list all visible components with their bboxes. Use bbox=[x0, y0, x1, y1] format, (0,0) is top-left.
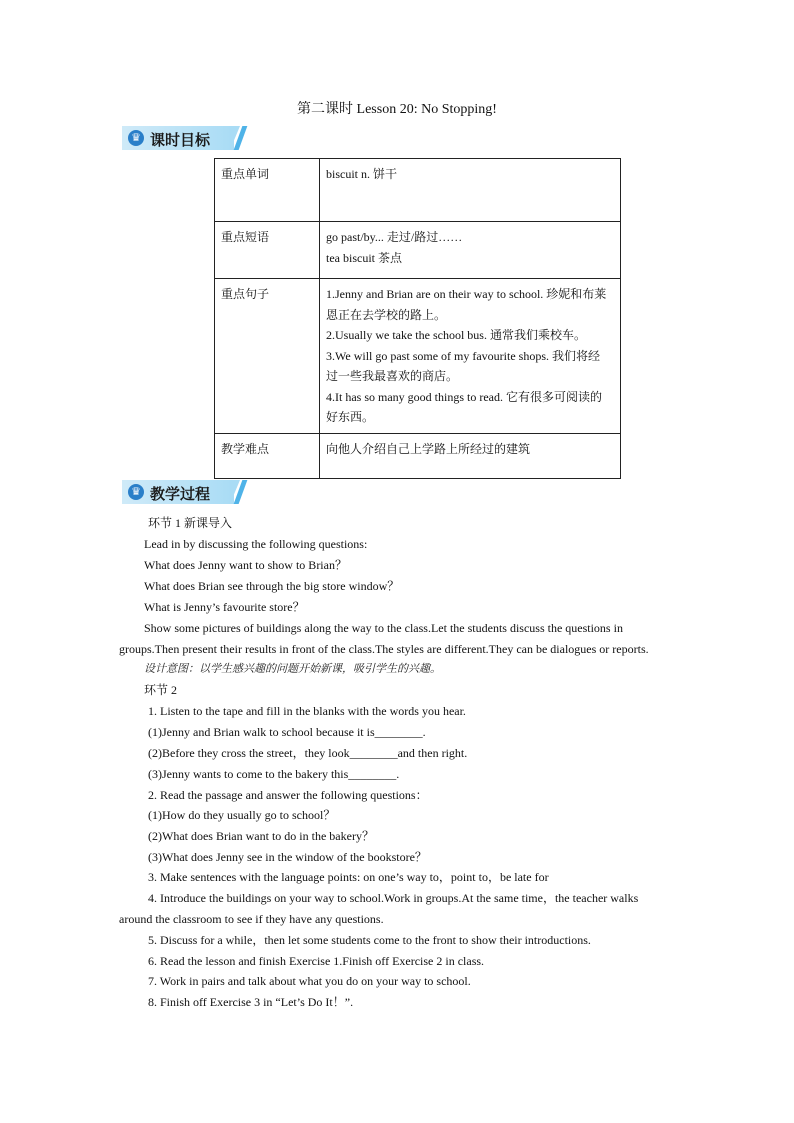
list-item: 7. Work in pairs and talk about what you do on your way to school. bbox=[148, 974, 471, 988]
table-line: 1.Jenny and Brian are on their way to school. 珍妮和布莱 bbox=[326, 287, 607, 301]
section-banner-process bbox=[122, 480, 246, 504]
table-value-cell bbox=[320, 279, 621, 434]
list-item: 8. Finish off Exercise 3 in “Let’s Do It！”. bbox=[148, 995, 354, 1009]
table-value-cell bbox=[320, 433, 621, 478]
table-line: 4.It has so many good things to read. 它有很多可阅读的 bbox=[326, 389, 602, 404]
table-line: 3.We will go past some of my favourite shops. 我们将经 bbox=[326, 348, 601, 363]
step1-heading: 环节 1 新课导入 bbox=[148, 516, 233, 530]
table-key-cell: 重点句子 bbox=[215, 279, 320, 434]
list-item: 1. Listen to the tape and fill in the blanks with the words you hear. bbox=[148, 704, 466, 718]
section-banner-goals bbox=[122, 126, 246, 150]
table-line: 恩正在去学校的路上。 bbox=[326, 307, 447, 322]
section-title-process: 教学过程 bbox=[150, 485, 211, 503]
table-value-cell bbox=[320, 222, 621, 279]
list-item: 6. Read the lesson and finish Exercise 1.Finish off Exercise 2 in class. bbox=[148, 954, 485, 968]
table-row bbox=[215, 159, 621, 222]
table-value-cell bbox=[320, 159, 621, 222]
list-item: 5. Discuss for a while，then let some students come to the front to show their introductions. bbox=[148, 933, 591, 947]
list-item: 2. Read the passage and answer the following questions： bbox=[148, 788, 428, 802]
trophy-icon: ♛ bbox=[128, 484, 144, 500]
table-row bbox=[215, 222, 621, 279]
trophy-icon: ♛ bbox=[128, 130, 144, 146]
table-key-cell: 重点单词 bbox=[215, 159, 320, 222]
table-line: 过一些我最喜欢的商店。 bbox=[326, 369, 459, 383]
list-item: 4. Introduce the buildings on your way to school.Work in groups.At the same time，the teacher walks bbox=[148, 891, 639, 905]
list-item: (2)What does Brian want to do in the bakery？ bbox=[148, 829, 374, 843]
table-row bbox=[215, 433, 621, 478]
table-line: 好东西。 bbox=[326, 410, 375, 424]
list-item: (3)What does Jenny see in the window of the bookstore？ bbox=[148, 850, 427, 864]
goals-table bbox=[214, 158, 621, 479]
design-note: 设计意图：以学生感兴趣的问题开始新课，吸引学生的兴趣。 bbox=[144, 663, 441, 675]
question-line: What does Brian see through the big store window？ bbox=[144, 579, 400, 593]
page-title: 第二课时 Lesson 20: No Stopping! bbox=[297, 102, 497, 117]
question-line: What is Jenny’s favourite store？ bbox=[144, 600, 305, 614]
table-key-cell: 教学难点 bbox=[215, 433, 320, 478]
step2-heading: 环节 2 bbox=[144, 683, 178, 697]
section-title-goals: 课时目标 bbox=[150, 131, 211, 149]
table-line: go past/by... 走过/路过…… bbox=[326, 230, 463, 244]
table-line: tea biscuit 茶点 bbox=[326, 250, 402, 265]
list-item-continuation: around the classroom to see if they have any questions. bbox=[119, 912, 384, 926]
lead-in-text: Lead in by discussing the following questions: bbox=[144, 537, 368, 551]
list-item: (3)Jenny wants to come to the bakery this________. bbox=[148, 767, 400, 781]
table-key-cell: 重点短语 bbox=[215, 222, 320, 279]
table-row bbox=[215, 279, 621, 434]
paragraph-line: Show some pictures of buildings along the way to the class.Let the students discuss the questions in bbox=[144, 621, 623, 635]
question-line: What does Jenny want to show to Brian？ bbox=[144, 558, 347, 572]
table-line: biscuit n. 饼干 bbox=[326, 167, 397, 181]
list-item: 3. Make sentences with the language points: on one’s way to，point to，be late for bbox=[148, 870, 549, 884]
list-item: (1)How do they usually go to school？ bbox=[148, 808, 336, 822]
paragraph-line: groups.Then present their results in front of the class.The styles are different.They can be dialogues or reports. bbox=[119, 642, 649, 656]
list-item: (1)Jenny and Brian walk to school because it is________. bbox=[148, 725, 426, 739]
list-item: (2)Before they cross the street，they look________and then right. bbox=[148, 746, 468, 760]
table-line: 2.Usually we take the school bus. 通常我们乘校车。 bbox=[326, 328, 586, 342]
table-line: 向他人介绍自己上学路上所经过的建筑 bbox=[326, 441, 531, 456]
